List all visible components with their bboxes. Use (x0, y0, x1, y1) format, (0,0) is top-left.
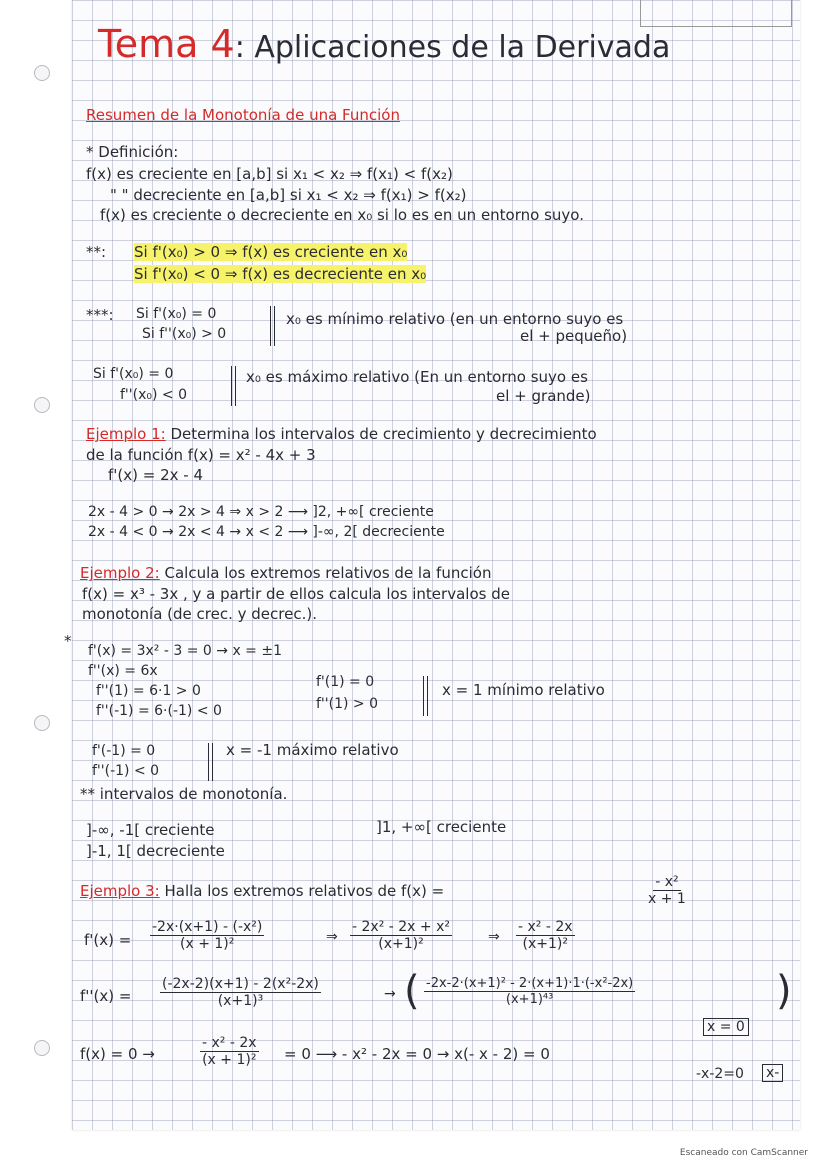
max-text-2: el + grande) (496, 387, 591, 405)
close-paren: ) (776, 968, 792, 1014)
implies-arrow: ⇒ (488, 929, 500, 945)
ejemplo-2-max: x = -1 máximo relativo (226, 741, 399, 759)
binder-hole (34, 65, 50, 81)
fraction-denominator: (x+1)² (378, 936, 424, 952)
fraction-numerator: -2x·(x+1) - (-x²) (152, 919, 263, 935)
ejemplo-3-function (646, 874, 688, 907)
min-text-2: el + pequeño) (520, 327, 628, 345)
second-derivative-frac-2 (424, 976, 635, 1007)
ejemplo-1-label: Ejemplo 1: (86, 425, 166, 443)
double-bar (208, 743, 213, 781)
open-paren: ( (404, 968, 420, 1014)
fraction-denominator: (x+1)⁴³ (505, 992, 554, 1007)
ejemplo-3-statement: Halla los extremos relativos de f(x) = (164, 882, 445, 900)
second-derivative-label: f''(x) = (80, 987, 132, 1005)
binder-hole (34, 397, 50, 413)
ejemplo-2-max-cond-2: f''(-1) < 0 (92, 763, 160, 779)
definicion-line-2: " " decreciente en [a,b] si x₁ < x₂ ⇒ f(x₁) > f(x₂) (110, 186, 467, 204)
ejemplo-2-interval-3: ]-1, 1[ decreciente (86, 842, 225, 860)
definicion-label: * Definición: (86, 143, 179, 161)
fraction-numerator: - x² - 2x (518, 919, 573, 935)
ejemplo-1-result-2: 2x - 4 < 0 → 2x < 4 → x < 2 ⟶ ]-∞, 2[ decreciente (88, 524, 445, 540)
definicion-line-1: f(x) es creciente en [a,b] si x₁ < x₂ ⇒ f(x₁) < f(x₂) (86, 165, 453, 183)
double-bar (270, 306, 275, 346)
fraction-numerator: - x² - 2x (202, 1035, 257, 1051)
binder-hole (34, 715, 50, 731)
scanner-footer: Escaneado con CamScanner (679, 1148, 808, 1158)
ejemplo-2-max-cond-1: f'(-1) = 0 (92, 743, 156, 759)
min-text-1: x₀ es mínimo relativo (en un entorno suyo es (286, 310, 624, 328)
ejemplo-1-line-1 (86, 425, 597, 443)
ejemplo-1-line-2: de la función f(x) = x² - 4x + 3 (86, 446, 316, 464)
ejemplo-2-min: x = 1 mínimo relativo (442, 681, 605, 699)
subtitle: Resumen de la Monotonía de una Función (86, 106, 400, 124)
ejemplo-3-line-1 (80, 882, 444, 900)
fraction-denominator: (x + 1)² (202, 1052, 257, 1068)
fraction-numerator: (-2x-2)(x+1) - 2(x²-2x) (162, 976, 319, 992)
page-title (98, 22, 670, 66)
fraction-denominator: (x+1)² (522, 936, 568, 952)
ejemplo-1-derivative: f'(x) = 2x - 4 (108, 466, 204, 484)
binder-hole (34, 1040, 50, 1056)
fraction-numerator: -2x-2·(x+1)² - 2·(x+1)·1·(-x²-2x) (426, 976, 634, 991)
implies-arrow: ⇒ (326, 929, 338, 945)
double-bar (231, 366, 236, 406)
max-cond-2: f''(x₀) < 0 (120, 387, 187, 403)
ejemplo-3-label: Ejemplo 3: (80, 882, 160, 900)
ejemplo-2-interval-2: ]1, +∞[ creciente (376, 818, 507, 836)
three-star-cond-1: Si f'(x₀) = 0 (136, 306, 217, 322)
max-text-1: x₀ es máximo relativo (En un entorno suyo es (246, 368, 588, 386)
ejemplo-2-line-1 (80, 564, 491, 582)
title-rest: : Aplicaciones de la Derivada (234, 30, 671, 65)
max-cond-1: Si f'(x₀) = 0 (93, 366, 174, 382)
fraction-numerator: - x² (655, 874, 679, 890)
ejemplo-1-statement: Determina los intervalos de crecimiento y decrecimiento (170, 425, 597, 443)
first-derivative-frac-3 (516, 919, 575, 952)
ejemplo-2-cond-2: f''(1) > 0 (316, 696, 378, 712)
arrow: → (384, 986, 396, 1002)
ejemplo-2-cond-1: f'(1) = 0 (316, 674, 375, 690)
first-derivative-frac-1 (150, 919, 264, 952)
fraction-numerator: - 2x² - 2x + x² (352, 919, 450, 935)
ejemplo-2-deriv-4: f''(-1) = 6·(-1) < 0 (96, 703, 222, 719)
double-bar (423, 676, 428, 716)
ejemplo-2-intervals-label: ** intervalos de monotonía. (80, 785, 288, 803)
ejemplo-2-line-2: f(x) = x³ - 3x , y a partir de ellos calcula los intervalos de (82, 585, 510, 603)
ejemplo-2-deriv-2: f''(x) = 6x (88, 663, 158, 679)
ejemplo-2-label: Ejemplo 2: (80, 564, 160, 582)
solution-2: -x-2=0 (696, 1066, 744, 1082)
fraction-denominator: x + 1 (648, 891, 686, 907)
solution-box-3: x- (762, 1064, 783, 1082)
zero-equation: = 0 ⟶ - x² - 2x = 0 → x(- x - 2) = 0 (284, 1045, 550, 1063)
ejemplo-2-statement: Calcula los extremos relativos de la función (164, 564, 492, 582)
zero-frac (200, 1035, 259, 1068)
first-derivative-label: f'(x) = (84, 931, 132, 949)
two-star-label: **: (86, 243, 107, 261)
two-star-line-2: Si f'(x₀) < 0 ⇒ f(x) es decreciente en x₀ (134, 265, 427, 283)
ejemplo-2-deriv-1: f'(x) = 3x² - 3 = 0 → x = ±1 (88, 643, 283, 659)
ejemplo-2-deriv-3: f''(1) = 6·1 > 0 (96, 683, 201, 699)
ejemplo-1-result-1: 2x - 4 > 0 → 2x > 4 ⇒ x > 2 ⟶ ]2, +∞[ creciente (88, 504, 434, 520)
solution-box-1: x = 0 (703, 1018, 749, 1036)
ejemplo-2-star: * (64, 632, 72, 650)
fraction-denominator: (x + 1)² (180, 936, 235, 952)
three-star-label: ***: (86, 306, 114, 324)
fraction-denominator: (x+1)³ (217, 993, 264, 1009)
definicion-line-3: f(x) es creciente o decreciente en x₀ si lo es en un entorno suyo. (100, 206, 584, 224)
ejemplo-2-interval-1: ]-∞, -1[ creciente (86, 821, 215, 839)
two-star-line-1: Si f'(x₀) > 0 ⇒ f(x) es creciente en x₀ (134, 243, 408, 261)
first-derivative-frac-2 (350, 919, 452, 952)
title-red: Tema 4 (98, 22, 235, 66)
three-star-cond-2: Si f''(x₀) > 0 (142, 326, 227, 342)
ejemplo-2-line-3: monotonía (de crec. y decrec.). (82, 605, 317, 623)
second-derivative-frac-1 (160, 976, 321, 1009)
zero-label: f(x) = 0 → (80, 1045, 155, 1063)
